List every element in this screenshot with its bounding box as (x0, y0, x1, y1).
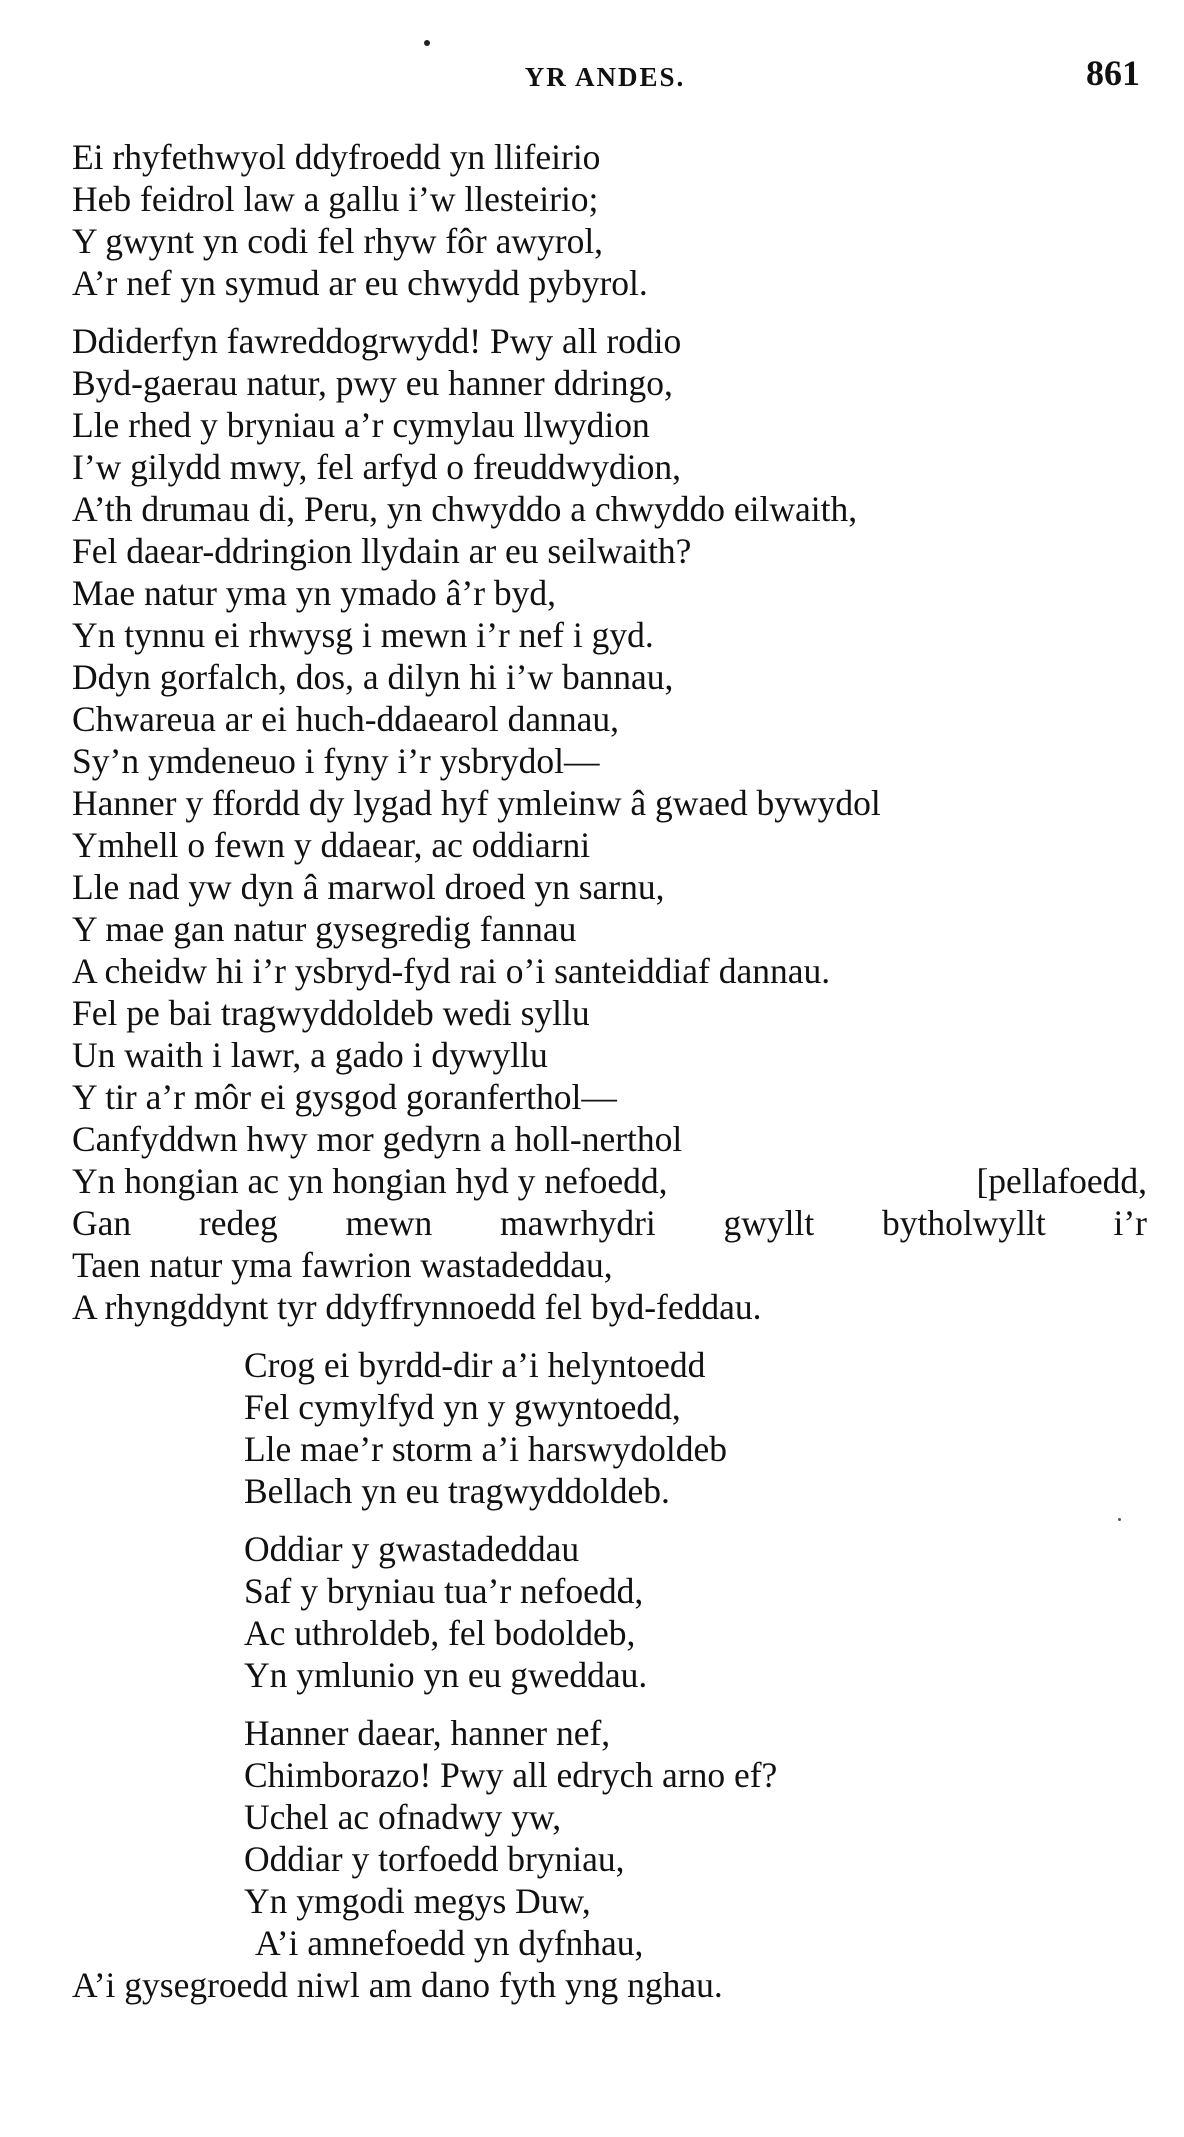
stanza-2 (72, 320, 1147, 1328)
poem-line: Hanner y ffordd dy lygad hyf ymleinw â gwaed bywydol (72, 783, 881, 823)
poem-line: A’r nef yn symud ar eu chwydd pybyrol. (72, 263, 648, 303)
poem-line: I’w gilydd mwy, fel arfyd o freuddwydion, (72, 447, 681, 487)
stanza-gap (72, 1328, 1147, 1344)
poem-line: Heb feidrol law a gallu i’w llesteirio; (72, 179, 599, 219)
poem-line: Taen natur yma fawrion wastadeddau, (72, 1245, 613, 1285)
page-header (70, 52, 1140, 100)
poem-line: Fel pe bai tragwyddoldeb wedi syllu (72, 993, 590, 1033)
poem-line: Lle rhed y bryniau a’r cymylau llwydion (72, 405, 650, 445)
poem-line: A cheidw hi i’r ysbryd-fyd rai o’i santeiddiaf dannau. (72, 951, 831, 991)
justified-word: i’r (1113, 1203, 1147, 1243)
poem-line: Y mae gan natur gysegredig fannau (72, 909, 577, 949)
poem-line: Hanner daear, hanner nef, (244, 1713, 611, 1753)
turnover-left: Yn hongian ac yn hongian hyd y nefoedd, (72, 1161, 668, 1201)
stanza-gap (72, 304, 1147, 320)
poem-line: Oddiar y gwastadeddau (244, 1529, 580, 1569)
justified-word: mawrhydri (500, 1203, 656, 1243)
poem-line: Crog ei byrdd-dir a’i helyntoedd (244, 1345, 706, 1385)
justified-word: bytholwyllt (882, 1203, 1046, 1243)
poem-line-final: A’i gysegroedd niwl am dano fyth yng nghau. (72, 1965, 723, 2005)
poem-body (72, 136, 1147, 2006)
poem-line: Ei rhyfethwyol ddyfroedd yn llifeirio (72, 137, 601, 177)
paper-speck (1118, 1518, 1121, 1521)
poem-line: Un waith i lawr, a gado i dywyllu (72, 1035, 548, 1075)
poem-line: Ddyn gorfalch, dos, a dilyn hi i’w bannau, (72, 657, 674, 697)
turnover-right: [pellafoedd, (976, 1161, 1147, 1201)
stanza-gap (72, 1696, 1147, 1712)
stanza-gap (72, 1512, 1147, 1528)
poem-line: Chwareua ar ei huch-ddaearol dannau, (72, 699, 620, 739)
poem-line: Canfyddwn hwy mor gedyrn a holl-nerthol (72, 1119, 683, 1159)
poem-line: Lle nad yw dyn â marwol droed yn sarnu, (72, 867, 665, 907)
justified-word: gwyllt (723, 1203, 815, 1243)
page-number: 861 (1086, 53, 1140, 93)
poem-line: Ac uthroldeb, fel bodoldeb, (244, 1613, 636, 1653)
poem-line: Ddiderfyn fawreddogrwydd! Pwy all rodio (72, 321, 682, 361)
poem-line: Byd-gaerau natur, pwy eu hanner ddringo, (72, 363, 673, 403)
poem-line: Y gwynt yn codi fel rhyw fôr awyrol, (72, 221, 604, 261)
poem-line: Chimborazo! Pwy all edrych arno ef? (244, 1755, 778, 1795)
poem-line: Oddiar y torfoedd bryniau, (244, 1839, 625, 1879)
poem-line: Fel daear-ddringion llydain ar eu seilwaith? (72, 531, 692, 571)
poem-line: Uchel ac ofnadwy yw, (244, 1797, 562, 1837)
poem-line: Y tir a’r môr ei gysgod goranferthol— (72, 1077, 617, 1117)
poem-line: Saf y bryniau tua’r nefoedd, (244, 1571, 644, 1611)
stanza-5 (72, 1712, 1147, 2006)
stanza-1 (72, 136, 1147, 304)
poem-line: Yn ymlunio yn eu gweddau. (244, 1655, 648, 1695)
running-title: YR ANDES. (524, 62, 686, 92)
poem-line: Lle mae’r storm a’i harswydoldeb (244, 1429, 728, 1469)
poem-line: Yn tynnu ei rhwysg i mewn i’r nef i gyd. (72, 615, 654, 655)
poem-line: Sy’n ymdeneuo i fyny i’r ysbrydol— (72, 741, 600, 781)
justified-word: redeg (198, 1203, 278, 1243)
poem-line: A rhyngddynt tyr ddyffrynnoedd fel byd-feddau. (72, 1287, 762, 1327)
poem-line: Bellach yn eu tragwyddoldeb. (244, 1471, 670, 1511)
poem-line-with-turnover (72, 1160, 1147, 1202)
justified-word: mewn (345, 1203, 433, 1243)
poem-line: Mae natur yma yn ymado â’r byd, (72, 573, 557, 613)
justified-word: Gan (72, 1203, 132, 1243)
poem-line: Fel cymylfyd yn y gwyntoedd, (244, 1387, 681, 1427)
stanza-4 (72, 1528, 1147, 1696)
poem-line: Yn ymgodi megys Duw, (244, 1881, 591, 1921)
header-ink-dot (424, 40, 430, 46)
poem-line: A’th drumau di, Peru, yn chwyddo a chwyddo eilwaith, (72, 489, 858, 529)
stanza-3 (72, 1344, 1147, 1512)
poem-line: A’i amnefoedd yn dyfnhau, (255, 1923, 644, 1963)
poem-line: Ymhell o fewn y ddaear, ac oddiarni (72, 825, 591, 865)
poem-line-justified (72, 1202, 1147, 1244)
